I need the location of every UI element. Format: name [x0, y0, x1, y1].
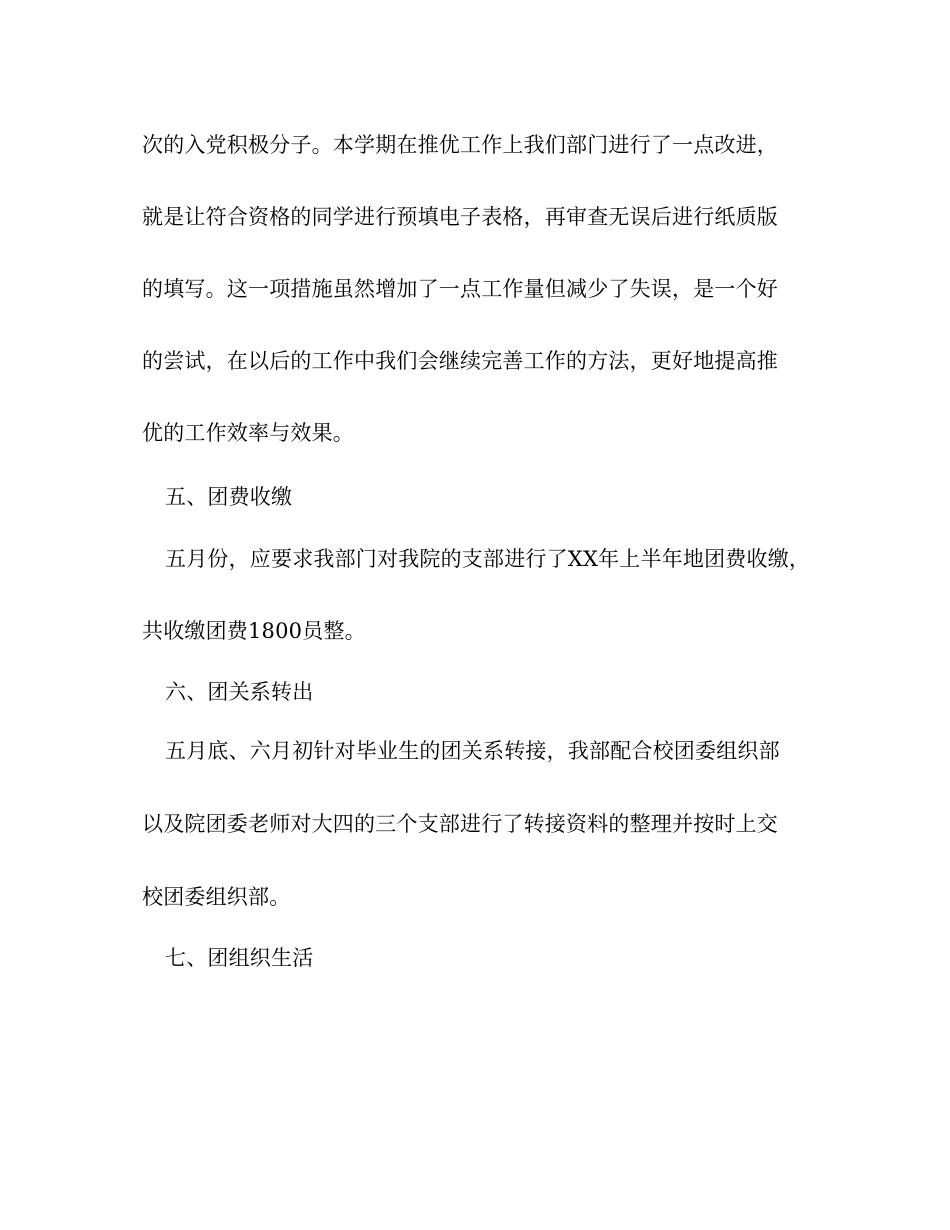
paragraph-line: 优的工作效率与效果。	[142, 421, 354, 445]
paragraph-line: 五月底、六月初针对毕业生的团关系转接，我部配合校团委组织部	[165, 739, 780, 763]
paragraph-line: 五月份，应要求我部门对我院的支部进行了XX年上半年地团费收缴，	[165, 547, 811, 571]
section-heading-7: 七、团组织生活	[165, 946, 314, 970]
paragraph-line: 次的入党积极分子。本学期在推优工作上我们部门进行了一点改进，	[142, 133, 778, 157]
paragraph-line: 就是让符合资格的同学进行预填电子表格，再审查无误后进行纸质版	[142, 205, 778, 229]
paragraph-line: 的填写。这一项措施虽然增加了一点工作量但减少了失误，是一个好	[142, 277, 778, 301]
paragraph-line: 的尝试，在以后的工作中我们会继续完善工作的方法，更好地提高推	[142, 349, 778, 373]
section-heading-5: 五、团费收缴	[165, 485, 293, 509]
section-heading-6: 六、团关系转出	[165, 680, 314, 704]
paragraph-line: 以及院团委老师对大四的三个支部进行了转接资料的整理并按时上交	[142, 812, 778, 836]
paragraph-line: 校团委组织部。	[142, 885, 291, 909]
paragraph-line: 共收缴团费1800员整。	[142, 619, 366, 643]
